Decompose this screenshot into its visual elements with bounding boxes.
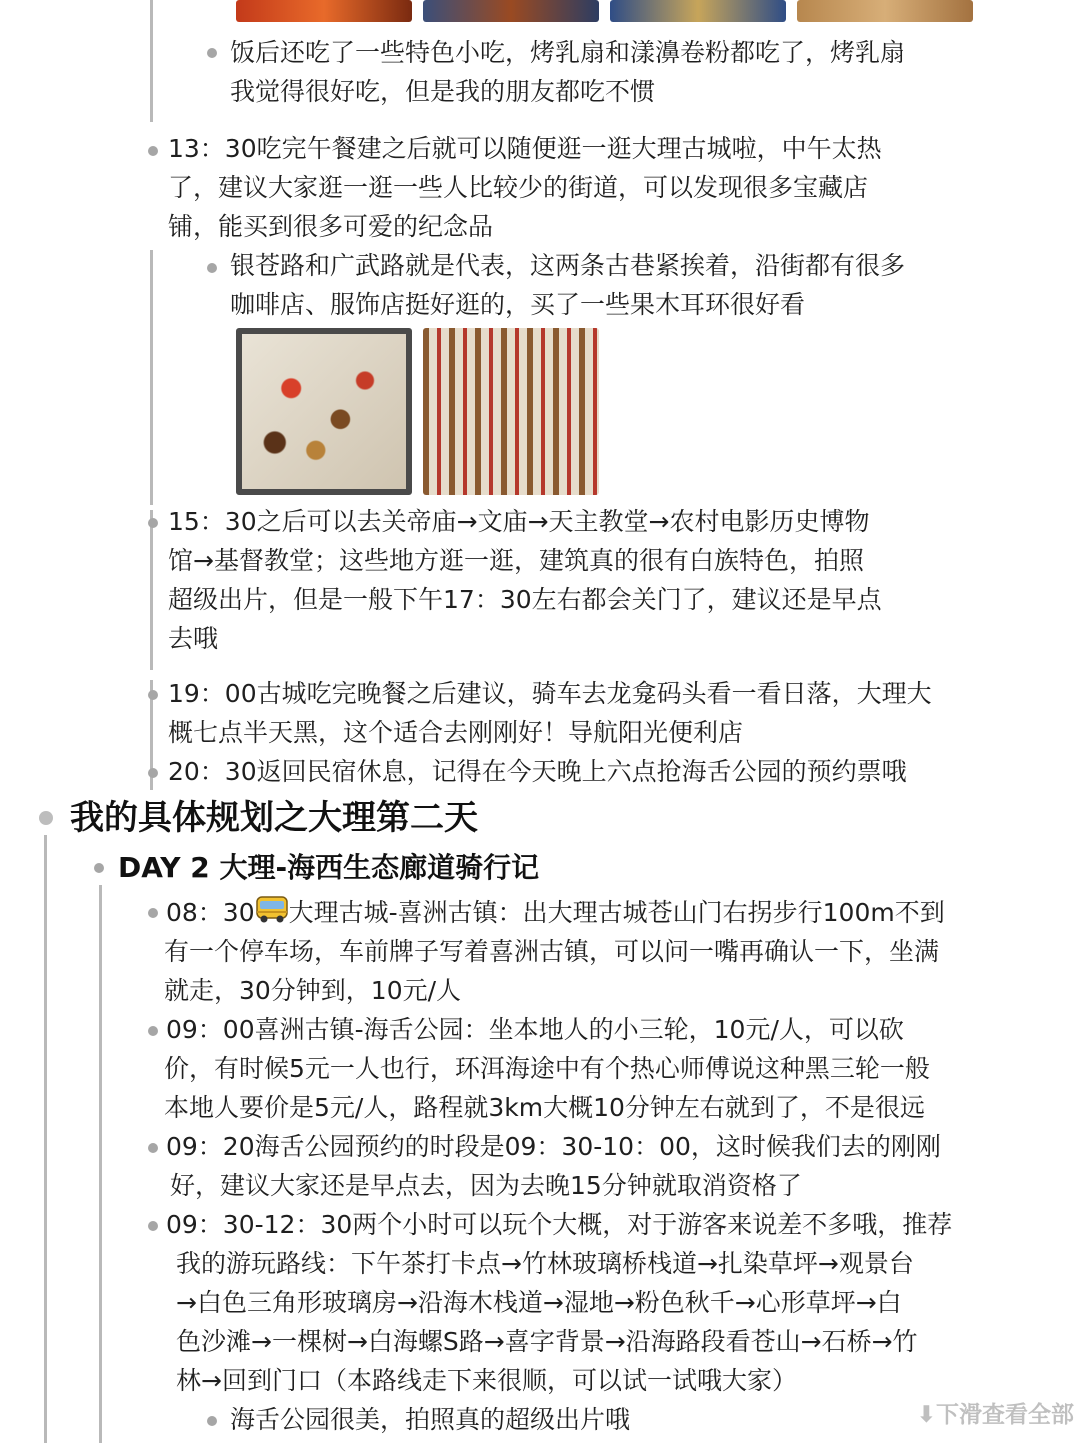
snack-note-line-1: 饭后还吃了一些特色小吃，烤乳扇和漾濞卷粉都吃了，烤乳扇: [230, 38, 906, 67]
timeline-line-level2-day2: [99, 885, 102, 1443]
item-0830-text: 大理古城-喜洲古镇：出大理古城苍山门右拐步行100m不到: [288, 898, 945, 927]
item-1530-line-4: 去哦: [168, 624, 219, 653]
food-photo-1: [236, 0, 412, 22]
item-1530-line-2: 馆→基督教堂；这些地方逛一逛，建筑真的很有白族特色，拍照: [168, 546, 864, 575]
timeline-line-level2-mid: [150, 250, 153, 505]
item-0900-line-1: 09：00喜洲古镇-海舌公园：坐本地人的小三轮，10元/人，可以砍: [166, 1015, 904, 1044]
item-0920-line-2: 好，建议大家还是早点去，因为去晚15分钟就取消资格了: [170, 1171, 802, 1200]
scroll-down-hint[interactable]: ⬇下滑查看全部: [916, 1402, 1074, 1428]
item-0930-line-2: 我的游玩路线：下午茶打卡点→竹林玻璃桥栈道→扎染草坪→观景台: [176, 1249, 914, 1278]
bus-emoji-icon: [255, 894, 289, 935]
day2-subheading: DAY 2 大理-海西生态廊道骑行记: [118, 851, 540, 884]
bullet-dot: [148, 146, 158, 156]
bullet-dot: [148, 518, 158, 528]
timeline-line-level2-lower: [150, 510, 153, 670]
street-note-line-1: 银苍路和广武路就是代表，这两条古巷紧挨着，沿街都有很多: [230, 251, 906, 280]
item-0930-line-4: 色沙滩→一棵树→白海螺S路→喜字背景→沿海路段看苍山→石桥→竹: [176, 1327, 918, 1356]
item-1900-line-1: 19：00古城吃完晚餐之后建议，骑车去龙龛码头看一看日落，大理大: [168, 679, 932, 708]
bullet-dot: [207, 48, 217, 58]
park-note: 海舌公园很美，拍照真的超级出片哦: [230, 1405, 631, 1434]
day2-heading: 我的具体规划之大理第二天: [70, 798, 478, 838]
bullet-dot: [39, 811, 53, 825]
item-1330-line-3: 铺，能买到很多可爱的纪念品: [168, 212, 494, 241]
bullet-dot: [148, 1143, 158, 1153]
bullet-dot: [148, 1026, 158, 1036]
bullet-dot: [148, 908, 158, 918]
item-0830-line-2: 有一个停车场，车前牌子写着喜洲古镇，可以问一嘴再确认一下，坐满: [164, 937, 940, 966]
item-0900-line-3: 本地人要价是5元/人，路程就3km大概10分钟左右就到了，不是很远: [164, 1093, 925, 1122]
bullet-dot: [148, 768, 158, 778]
food-photo-4: [797, 0, 973, 22]
item-0930-line-5: 林→回到门口（本路线走下来很顺，可以试一试哦大家）: [176, 1366, 797, 1395]
item-1330-line-1: 13：30吃完午餐建之后就可以随便逛一逛大理古城啦，中午太热: [168, 134, 882, 163]
earring-wall-photo: [423, 328, 599, 495]
bullet-dot: [148, 690, 158, 700]
earring-tray-photo: [236, 328, 412, 495]
item-0830-line-1: [166, 893, 945, 935]
item-1530-line-1: 15：30之后可以去关帝庙→文庙→天主教堂→农村电影历史博物: [168, 507, 870, 536]
snack-note-line-2: 我觉得很好吃，但是我的朋友都吃不惯: [230, 77, 656, 106]
bullet-dot: [207, 263, 217, 273]
bullet-dot: [94, 863, 104, 873]
item-0930-line-1: 09：30-12：30两个小时可以玩个大概，对于游客来说差不多哦，推荐: [166, 1210, 953, 1239]
item-0830-time: 08：30: [166, 898, 255, 927]
food-photo-2: [423, 0, 599, 22]
item-0920-line-1: 09：20海舌公园预约的时段是09：30-10：00，这时候我们去的刚刚: [166, 1132, 941, 1161]
bullet-dot: [207, 1416, 217, 1426]
timeline-line-level2-top: [150, 0, 153, 122]
item-0900-line-2: 价，有时候5元一人也行，环洱海途中有个热心师傅说这种黑三轮一般: [164, 1054, 930, 1083]
item-1530-line-3: 超级出片，但是一般下午17：30左右都会关门了，建议还是早点: [168, 585, 882, 614]
food-photo-3: [610, 0, 786, 22]
item-2030-line: 20：30返回民宿休息，记得在今天晚上六点抢海舌公园的预约票哦: [168, 757, 907, 786]
timeline-line-level1-day2: [44, 835, 47, 1443]
item-0930-line-3: →白色三角形玻璃房→沿海木栈道→湿地→粉色秋千→心形草坪→白: [176, 1288, 902, 1317]
item-0830-line-3: 就走，30分钟到，10元/人: [164, 976, 462, 1005]
street-note-line-2: 咖啡店、服饰店挺好逛的，买了一些果木耳环很好看: [230, 290, 806, 319]
item-1330-line-2: 了，建议大家逛一逛一些人比较少的街道，可以发现很多宝藏店: [168, 173, 869, 202]
bullet-dot: [148, 1221, 158, 1231]
item-1900-line-2: 概七点半天黑，这个适合去刚刚好！导航阳光便利店: [168, 718, 744, 747]
